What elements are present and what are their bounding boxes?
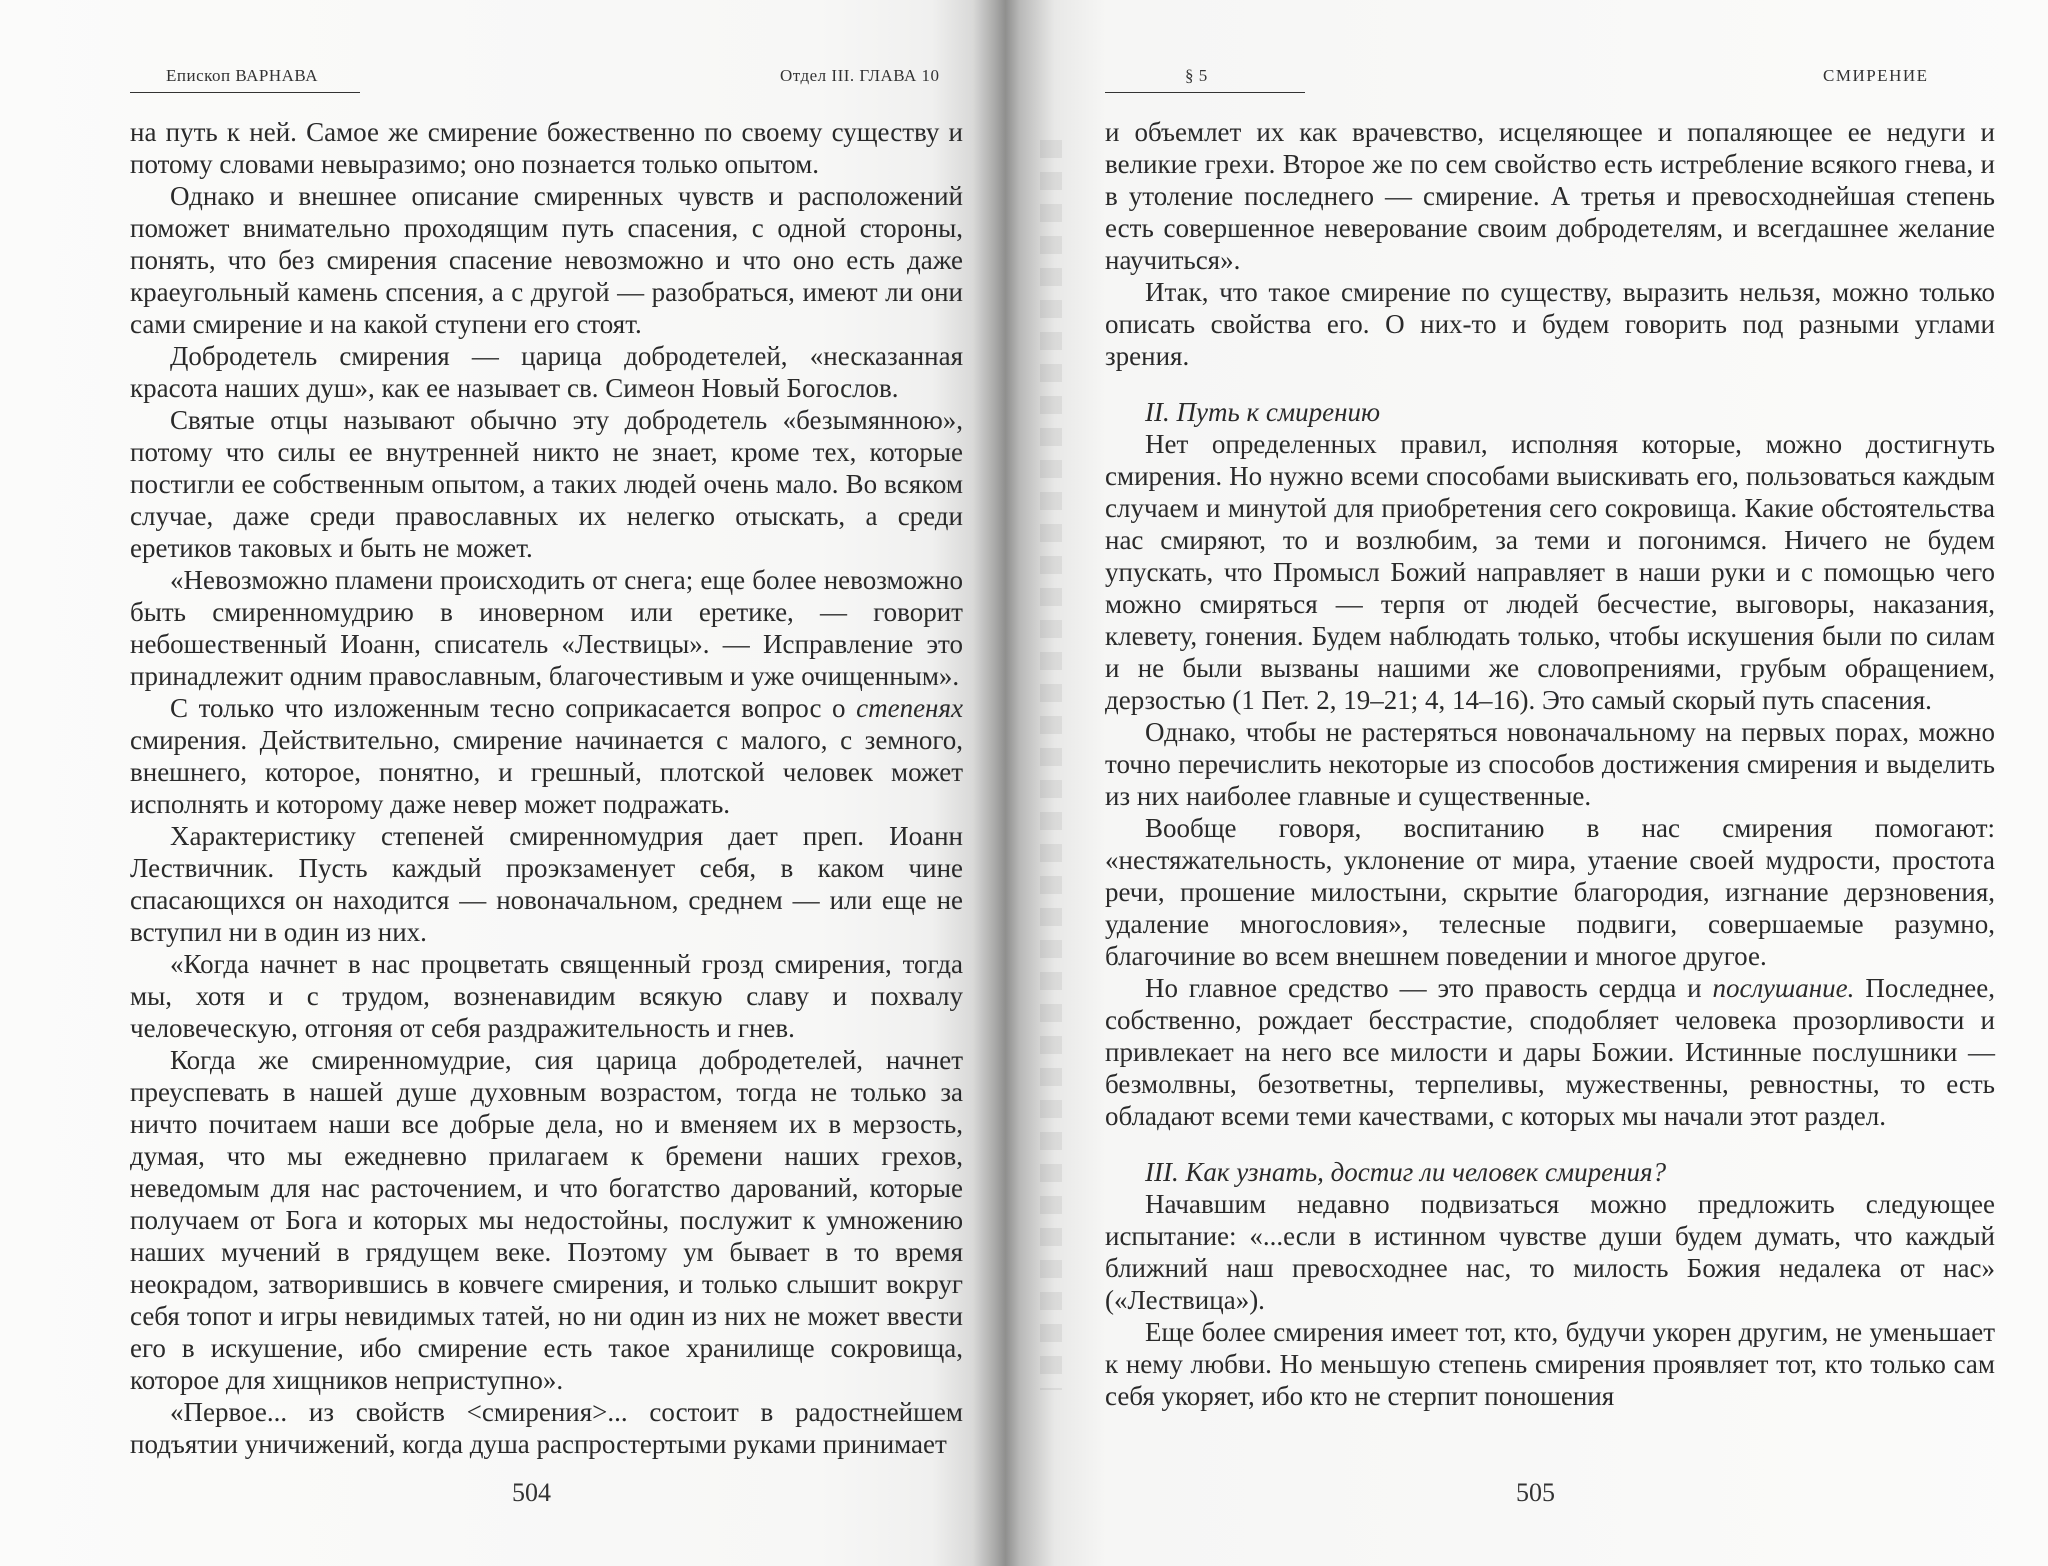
gutter-shadow: [1040, 140, 1062, 1390]
emphasis-text: послушание.: [1712, 973, 1855, 1003]
running-head-chapter: Отдел III. ГЛАВА 10: [780, 66, 940, 85]
paragraph: Начавшим недавно подвизаться можно предложить следующее испытание: «...если в истинном чувстве души будем думать, что каждый ближний наш превосходнее нас, то милость Божия недалека от нас» («Лествица»).: [1105, 1189, 1995, 1315]
paragraph: «Когда начнет в нас процветать священный грозд смирения, тогда мы, хотя и с трудом, возненавидим всякую славу и похвалу человеческую, отгоняя от себя раздражительность и гнев.: [130, 949, 963, 1043]
emphasis-text: степенях: [856, 693, 963, 723]
paragraph: Еще более смирения имеет тот, кто, будучи укорен другим, не уменьшает к нему любви. Но меньшую степень смирения проявляет тот, кто только сам себя укоряет, ибо кто не стерпит поношения: [1105, 1317, 1995, 1411]
paragraph: Характеристику степеней смиренномудрия дает преп. Иоанн Лествичник. Пусть каждый проэкзаменует себя, в каком чине спасающихся он находится — новоначальном, среднем — или еще не вступил ни в один из них.: [130, 821, 963, 947]
page-number: 505: [1516, 1478, 1555, 1507]
paragraph: Однако, чтобы не растеряться новоначальному на первых порах, можно точно перечислить некоторые из способов достижения смирения и выделить из них наиболее главные и существенные.: [1105, 717, 1995, 811]
page-number: 504: [512, 1478, 551, 1507]
paragraph: Святые отцы называют обычно эту добродетель «безымянною», потому что силы ее внутренней никто не знает, кроме тех, которые постигли ее собственным опытом, а таких людей очень мало. Во всяком случае, даже среди православных их нелегко отыскать, а среди еретиков таковых и быть не может.: [130, 405, 963, 563]
left-page-text: [130, 116, 963, 1460]
paragraph: на путь к ней. Самое же смирение божественно по своему существу и потому словами невыразимо; оно познается только опытом.: [130, 117, 963, 179]
running-head-rule: [130, 92, 360, 93]
paragraph: Добродетель смирения — царица добродетелей, «несказанная красота наших душ», как ее называет св. Симеон Новый Богослов.: [130, 341, 963, 403]
paragraph: Итак, что такое смирение по существу, выразить нельзя, можно только описать свойства его. О них-то и будем говорить под разными углами зрения.: [1105, 277, 1995, 371]
paragraph: Нет определенных правил, исполняя которые, можно достигнуть смирения. Но нужно всеми способами выискивать его, пользоваться каждым случаем и минутой для приобретения сего сокровища. Какие обстоятельства нас смиряют, то и возлюбим, за теми и погонимся. Ничего не будем упускать, что Промысл Божий направляет в наши руки и с помощью чего можно смиряться — терпя от людей бесчестие, выговоры, наказания, клевету, гонения. Будем наблюдать только, чтобы искушения были по силам и не были вызваны нашими же словопрениями, грубым обращением, дерзостью (1 Пет. 2, 19–21; 4, 14–16). Это самый скорый путь спасения.: [1105, 429, 1995, 715]
paragraph: и объемлет их как врачевство, исцеляющее и попаляющее ее недуги и великие грехи. Второе же по сем свойство есть истребление всякого гнева, и в утоление последнего — смирение. А третья и превосходнейшая степень есть совершенное неверование своим добродетелям, и всегдашнее желание научиться».: [1105, 117, 1995, 275]
paragraph: Вообще говоря, воспитанию в нас смирения помогают: «нестяжательность, уклонение от мира, утаение своей мудрости, простота речи, прошение милостыни, скрытие благородия, изгнание дерзновения, удаление многословия», телесные подвиги, совершаемые разумно, благочиние во всем внешнем поведении и многое другое.: [1105, 813, 1995, 971]
paragraph: Когда же смиренномудрие, сия царица добродетелей, начнет преуспевать в нашей душе духовным возрастом, тогда не только за ничто почитаем наши все добрые дела, но и вменяем их в мерзость, думая, что мы ежедневно прилагаем к бремени наших грехов, неведомым для нас расточением, и что богатство дарований, которые получаем от Бога и которых мы недостойны, послужит к умножению наших мучений в грядущем веке. Поэтому ум бывает в то время неокрадом, затворившись в ковчеге смирения, и только слышит вокруг себя топот и игры невидимых татей, но ни один из них не может ввести его в искушение, ибо смирение есть такое хранилище сокровища, которое для хищников неприступно».: [130, 1045, 963, 1395]
running-head-rule: [1105, 92, 1305, 93]
paragraph-obedience: Но главное средство — это правость сердца и послушание. Последнее, собственно, рождает бесстрастие, сподобляет человека прозорливости и привлекает на него все милости и дары Божии. Истинные послушники — безмолвны, безответны, терпеливы, мужественны, ревностны, то есть обладают всеми теми качествами, с которых мы начали этот раздел.: [1105, 973, 1995, 1131]
paragraph: Однако и внешнее описание смиренных чувств и расположений поможет внимательно проходящим путь спасения, с одной стороны, понять, что без смирения спасение невозможно и что оно есть даже краеугольный камень спсения, а с другой — разобраться, имеют ли они сами смирение и на какой ступени его стоят.: [130, 181, 963, 339]
right-page-text: [1105, 116, 1995, 1412]
left-page: Епископ ВАРНАВА Отдел III. ГЛАВА 10 на путь к ней. Самое же смирение божественно по своему существу и потому словами невыразимо; оно познается только опытом. Однако и внешнее описание смиренных чувств и расположений поможет внимательно проходящим путь спасения, с одной стороны, понять, что без смирения спасение невозможно и что оно есть даже краеугольный камень спсения, а с другой — разобраться, имеют ли они сами смирение и на какой ступени его стоят. Добродетель смирения — царица добродетелей, «несказанная красота наших душ», как ее называет св. Симеон Новый Богослов. Святые отцы называют обычно эту добродетель «безымянною», потому что силы ее внутренней никто не знает, кроме тех, которые постигли ее собственным опытом, а таких людей очень мало. Во всяком случае, даже среди православных их нелегко отыскать, а среди еретиков таковых и быть не может. «Невозможно пламени происходить от снега; еще более невозможно быть смиренномудрию в иноверном или еретике, — говорит небошественный Иоанн, списатель «Лествицы». — Исправление это принадлежит одним православным, благочестивым и уже очищенным». С только что изложенным тесно соприкасается вопрос о степенях смирения. Действительно, смирение начинается с малого, с земного, внешнего, которое, понятно, и грешный, плотской человек может исполнять и которому даже невер может подражать. Характеристику степеней смиренномудрия дает преп. Иоанн Лествичник. Пусть каждый проэкзаменует себя, в каком чине спасающихся он находится — новоначальном, среднем — или еще не вступил ни в один из них. «Когда начнет в нас процветать священный грозд смирения, тогда мы, хотя и с трудом, возненавидим всякую славу и похвалу человеческую, отгоняя от себя раздражительность и гнев. Когда же смиренномудрие, сия царица добродетелей, начнет преуспевать в нашей душе духовным возрастом, тогда не только за ничто почитаем наши все добрые дела, но и вменяем их в мерзость, думая, что мы ежедневно прилагаем к бремени наших грехов, неведомым для нас расточением, и что богатство дарований, которые получаем от Бога и которых мы недостойны, послужит к умножению наших мучений в грядущем веке. Поэтому ум бывает в то время неокрадом, затворившись в ковчеге смирения, и только слышит вокруг себя топот и игры невидимых татей, но ни один из них не может ввести его в искушение, ибо смирение есть такое хранилище сокровища, которое для хищников неприступно». «Первое... из свойств <смирения>... состоит в радостнейшем подъятии уничижений, когда душа распростертыми руками принимает 504: [130, 66, 963, 1507]
section-heading: II. Путь к смирению: [1145, 397, 1381, 427]
paragraph-degrees: С только что изложенным тесно соприкасается вопрос о степенях смирения. Действительно, смирение начинается с малого, с земного, внешнего, которое, понятно, и грешный, плотской человек может исполнять и которому даже невер может подражать.: [130, 693, 963, 819]
running-head-topic: СМИРЕНИЕ: [1823, 66, 1929, 85]
paragraph: «Первое... из свойств <смирения>... состоит в радостнейшем подъятии уничижений, когда душа распростертыми руками принимает: [130, 1397, 963, 1459]
section-heading: III. Как узнать, достиг ли человек смирения?: [1145, 1157, 1667, 1187]
paragraph: «Невозможно пламени происходить от снега; еще более невозможно быть смиренномудрию в иноверном или еретике, — говорит небошественный Иоанн, списатель «Лествицы». — Исправление это принадлежит одним православным, благочестивым и уже очищенным».: [130, 565, 963, 691]
right-page: § 5 СМИРЕНИЕ и объемлет их как врачевство, исцеляющее и попаляющее ее недуги и великие грехи. Второе же по сем свойство есть истребление всякого гнева, и в утоление последнего — смирение. А третья и превосходнейшая степень есть совершенное неверование своим добродетелям, и всегдашнее желание научиться». Итак, что такое смирение по существу, выразить нельзя, можно только описать свойства его. О них-то и будем говорить под разными углами зрения. II. Путь к смирению Нет определенных правил, исполняя которые, можно достигнуть смирения. Но нужно всеми способами выискивать его, пользоваться каждым случаем и минутой для приобретения сего сокровища. Какие обстоятельства нас смиряют, то и возлюбим, за теми и погонимся. Ничего не будем упускать, что Промысл Божий направляет в наши руки и с помощью чего можно смиряться — терпя от людей бесчестие, выговоры, наказания, клевету, гонения. Будем наблюдать только, чтобы искушения были по силам и не были вызваны нашими же словопрениями, грубым обращением, дерзостью (1 Пет. 2, 19–21; 4, 14–16). Это самый скорый путь спасения. Однако, чтобы не растеряться новоначальному на первых порах, можно точно перечислить некоторые из способов достижения смирения и выделить из них наиболее главные и существенные. Вообще говоря, воспитанию в нас смирения помогают: «нестяжательность, уклонение от мира, утаение своей мудрости, простота речи, прошение милостыни, скрытие благородия, изгнание дерзновения, удаление многословия», телесные подвиги, совершаемые разумно, благочиние во всем внешнем поведении и многое другое. Но главное средство — это правость сердца и послушание. Последнее, собственно, рождает бесстрастие, сподобляет человека прозорливости и привлекает на него все милости и дары Божии. Истинные послушники — безмолвны, безответны, терпеливы, мужественны, ревностны, то есть обладают всеми теми качествами, с которых мы начали этот раздел. III. Как узнать, достиг ли человек смирения? Начавшим недавно подвизаться можно предложить следующее испытание: «...если в истинном чувстве души будем думать, что каждый ближний наш превосходнее нас, то милость Божия недалека от нас» («Лествица»). Еще более смирения имеет тот, кто, будучи укорен другим, не уменьшает к нему любви. Но меньшую степень смирения проявляет тот, кто только сам себя укоряет, ибо кто не стерпит поношения 505: [1105, 66, 1995, 1507]
